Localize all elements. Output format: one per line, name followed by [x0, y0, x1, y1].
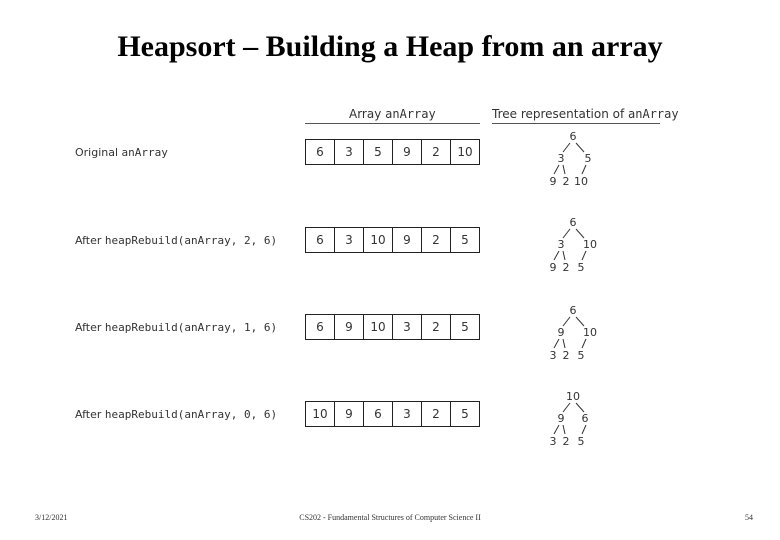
array-cell: 6 — [306, 228, 335, 252]
tree-edge — [554, 165, 559, 174]
array-cell: 2 — [422, 402, 451, 426]
heap-tree-diagram — [540, 214, 610, 276]
row-label-code: heapRebuild(anArray, 2, 6) — [104, 234, 278, 247]
tree-edge — [554, 339, 559, 348]
row-label — [75, 408, 277, 421]
footer-page-number: 54 — [745, 513, 753, 522]
tree-node-left: 3 — [557, 152, 565, 165]
footer-course: CS202 - Fundamental Structures of Computer Science II — [299, 513, 481, 522]
array-row — [305, 401, 480, 427]
tree-column-header — [492, 107, 679, 121]
heap-tree-diagram — [540, 302, 610, 364]
tree-node-root: 6 — [569, 216, 577, 229]
tree-node-leaf: 10 — [574, 175, 588, 188]
tree-edge — [576, 403, 584, 412]
row-label-code: heapRebuild(anArray, 0, 6) — [104, 408, 278, 421]
row-label-prefix: After — [75, 321, 105, 334]
tree-node-root: 6 — [569, 130, 577, 143]
array-row — [305, 227, 480, 253]
row-label — [75, 234, 277, 247]
tree-edge — [576, 143, 584, 152]
array-cell: 10 — [364, 315, 393, 339]
tree-node-left: 3 — [557, 238, 565, 251]
array-cell: 6 — [306, 315, 335, 339]
array-cell: 2 — [422, 228, 451, 252]
row-label — [75, 146, 168, 159]
tree-edge — [576, 317, 584, 326]
array-cell: 9 — [335, 402, 364, 426]
tree-edge — [563, 229, 570, 238]
tree-header-rule — [492, 123, 660, 124]
tree-node-right: 5 — [584, 152, 592, 165]
tree-header-name: anArray — [628, 107, 679, 121]
array-cell: 3 — [393, 315, 422, 339]
array-cell: 10 — [364, 228, 393, 252]
array-cell: 10 — [306, 402, 335, 426]
array-header-name: anArray — [385, 107, 436, 121]
array-cell: 9 — [393, 140, 422, 164]
tree-node-root: 6 — [569, 304, 577, 317]
heap-tree-diagram — [540, 128, 610, 190]
slide-title: Heapsort – Building a Heap from an array — [117, 30, 663, 63]
array-cell: 3 — [393, 402, 422, 426]
array-cell: 2 — [422, 315, 451, 339]
array-cell: 5 — [461, 320, 469, 334]
heap-tree-diagram — [540, 388, 610, 450]
array-cell: 10 — [457, 145, 473, 159]
array-cell: 5 — [364, 140, 393, 164]
array-cell: 5 — [461, 233, 469, 247]
tree-edge — [554, 425, 559, 434]
tree-edge — [563, 251, 565, 260]
tree-node-leaf: 5 — [577, 349, 585, 362]
row-label-code: anArray — [121, 146, 168, 159]
array-cell: 9 — [335, 315, 364, 339]
tree-edge — [563, 143, 570, 152]
tree-edge — [563, 425, 565, 434]
tree-node-left: 9 — [557, 326, 565, 339]
row-label-prefix: After — [75, 408, 105, 421]
array-cell: 6 — [306, 140, 335, 164]
tree-edge — [576, 229, 584, 238]
tree-edge — [582, 339, 586, 348]
tree-node-leaf: 3 — [549, 349, 557, 362]
tree-node-leaf: 2 — [562, 261, 570, 274]
tree-node-right: 6 — [581, 412, 589, 425]
array-cell: 6 — [364, 402, 393, 426]
tree-node-right: 10 — [583, 238, 597, 251]
array-column-header — [349, 107, 436, 121]
tree-node-leaf: 9 — [549, 261, 557, 274]
tree-node-leaf: 9 — [549, 175, 557, 188]
array-cell: 2 — [422, 140, 451, 164]
tree-edge — [554, 251, 559, 260]
tree-edge — [563, 165, 565, 174]
tree-edge — [563, 403, 570, 412]
tree-header-prefix: Tree representation of — [492, 107, 629, 121]
tree-node-leaf: 5 — [577, 435, 585, 448]
tree-edge — [582, 425, 586, 434]
tree-node-right: 10 — [583, 326, 597, 339]
row-label — [75, 321, 277, 334]
array-header-rule — [305, 123, 480, 124]
tree-node-root: 10 — [566, 390, 580, 403]
tree-node-leaf: 2 — [562, 435, 570, 448]
row-label-prefix: Original — [75, 146, 122, 159]
tree-edge — [582, 251, 586, 260]
tree-edge — [582, 165, 586, 174]
array-row — [305, 139, 480, 165]
tree-node-leaf: 3 — [549, 435, 557, 448]
tree-node-leaf: 5 — [577, 261, 585, 274]
tree-edge — [563, 317, 570, 326]
footer-date: 3/12/2021 — [35, 513, 68, 522]
row-label-prefix: After — [75, 234, 105, 247]
array-cell: 3 — [335, 140, 364, 164]
tree-node-leaf: 2 — [562, 349, 570, 362]
array-cell: 9 — [393, 228, 422, 252]
tree-node-leaf: 2 — [562, 175, 570, 188]
tree-edge — [563, 339, 565, 348]
tree-node-left: 9 — [557, 412, 565, 425]
row-label-code: heapRebuild(anArray, 1, 6) — [104, 321, 278, 334]
array-header-prefix: Array — [349, 107, 386, 121]
array-cell: 3 — [335, 228, 364, 252]
array-cell: 5 — [461, 407, 469, 421]
array-row — [305, 314, 480, 340]
